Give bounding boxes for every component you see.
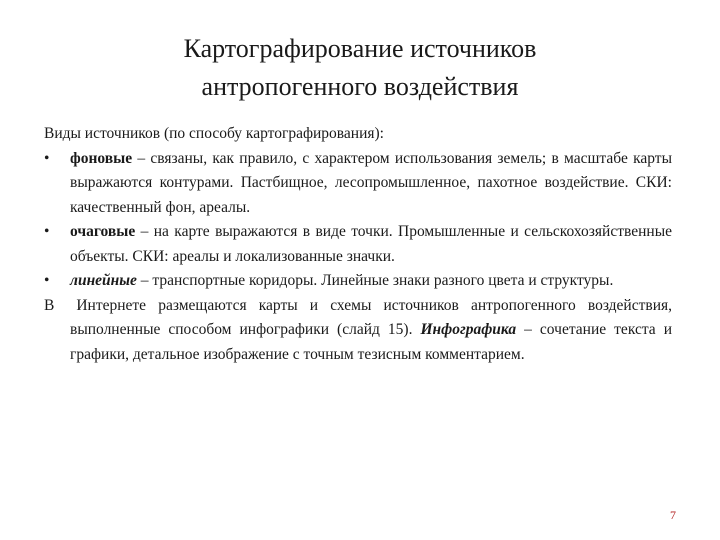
slide-body [44,122,672,367]
desc-background: – связаны, как правило, с характером использования земель; в масштабе карты выражаются контурами. Пастбищное, лесопромышленное, пахотное воздействие. СКИ: качественный фон, ареалы. [70,149,672,216]
paragraph-text-before: Интернете размещаются карты и схемы источников антропогенного воздействия, выполненные способом инфографики (слайд 15). [70,296,672,338]
title-line-1: Картографирование источников [183,34,537,63]
page-number: 7 [670,508,676,522]
bullet-icon: • [44,149,50,167]
bullet-icon: • [44,223,50,240]
term-focal: очаговые [70,223,136,240]
list-item-linear [44,269,672,294]
desc-linear: – транспортные коридоры. Линейные знаки разного цвета и структуры. [136,272,614,289]
desc-focal: – на карте выражаются в виде точки. Промышленные и сельскохозяйственные объекты. СКИ: ареалы и локализованные значки. [70,223,672,265]
term-background: фоновые [70,149,133,167]
paragraph-lead: В [44,296,55,314]
term-infographics: Инфографика [420,321,517,338]
bullet-icon: • [44,272,50,289]
paragraph-text-after: – сочетание текста и графики, детальное изображение с точным тезисным комментарием. [70,321,672,363]
list-item-focal [44,220,672,269]
infographics-paragraph [44,294,672,368]
list-item-background [44,147,672,221]
slide-title [0,30,720,106]
intro-text: Виды источников (по способу картографирования): [44,125,384,142]
source-types-list [44,147,672,294]
title-line-2: антропогенного воздействия [201,72,519,101]
term-linear: линейные [70,272,137,289]
